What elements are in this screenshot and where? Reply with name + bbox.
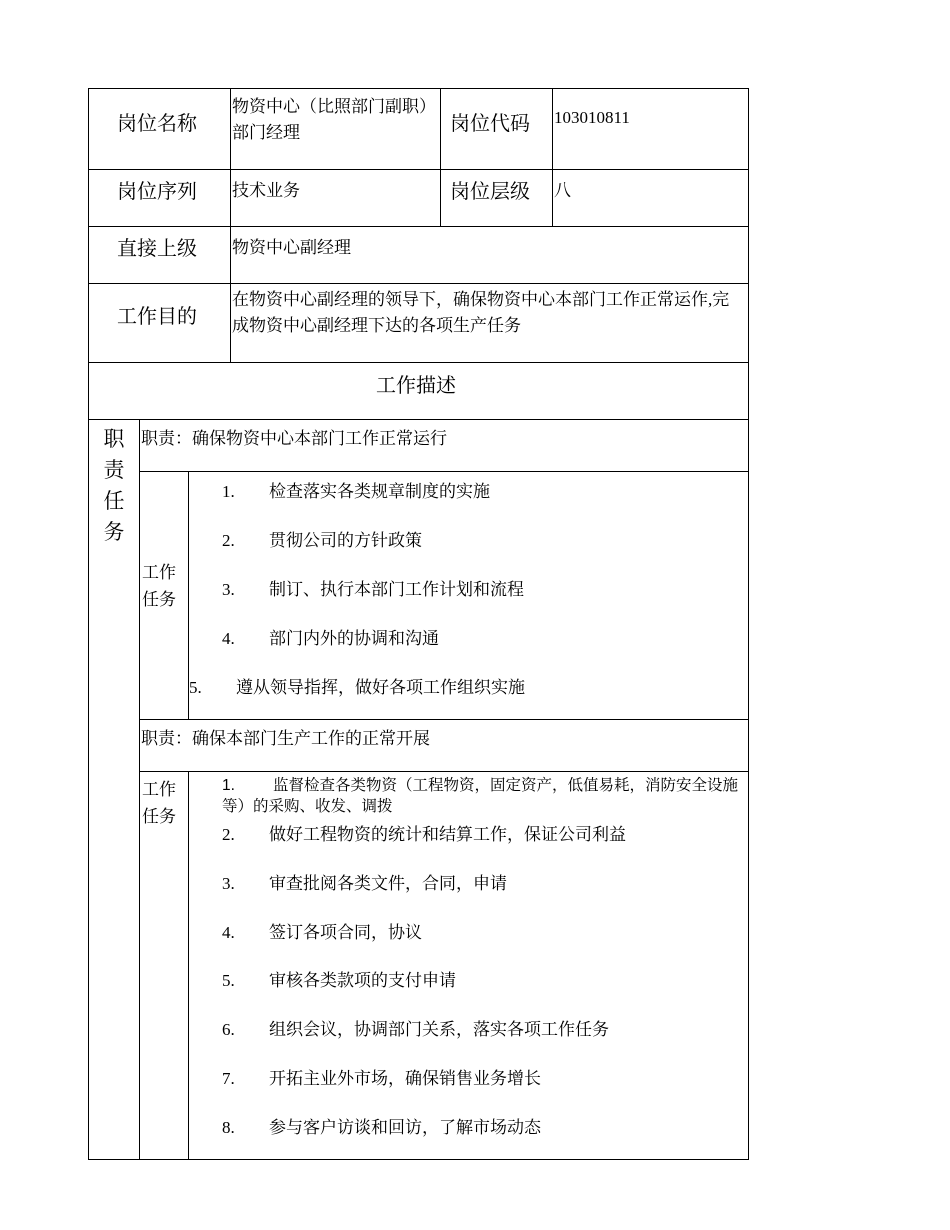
task-item (222, 1113, 541, 1138)
task-number: 1. (222, 482, 235, 501)
task-item (222, 526, 422, 551)
task-label: 工作任务 (142, 780, 176, 826)
task-text: 开拓主业外市场，确保销售业务增长 (269, 1069, 541, 1088)
task-text: 签订各项合同，协议 (269, 923, 422, 942)
task-number: 4. (222, 923, 235, 942)
task-text: 贯彻公司的方针政策 (269, 531, 422, 550)
duty-side-char: 任 (103, 489, 125, 513)
task-number: 3. (222, 874, 235, 893)
task-item (222, 1015, 609, 1040)
post-series-value: 技术业务 (232, 181, 300, 200)
post-level-value: 八 (554, 181, 571, 200)
task-text: 监督检查各类物资（工程物资，固定资产，低值易耗，消防安全设施等）的采购、收发、调拨 (222, 777, 739, 815)
grid-line (188, 771, 189, 1160)
task-number: 3. (222, 580, 235, 599)
task-number: 7. (222, 1069, 235, 1088)
task-text: 做好工程物资的统计和结算工作，保证公司利益 (269, 825, 626, 844)
grid-line (552, 88, 553, 226)
task-number: 2. (222, 825, 235, 844)
post-code-value: 103010811 (554, 108, 630, 127)
duty-side-char: 职 (103, 427, 125, 451)
grid-line (88, 419, 749, 420)
task-text: 审核各类款项的支付申请 (269, 971, 456, 990)
grid-line (139, 471, 749, 472)
grid-line (139, 771, 749, 772)
task-number: 5. (189, 678, 202, 697)
description-title: 工作描述 (376, 375, 456, 397)
task-text: 组织会议，协调部门关系，落实各项工作任务 (269, 1020, 609, 1039)
grid-line (88, 88, 749, 89)
post-level-label: 岗位层级 (450, 181, 530, 203)
task-item (222, 820, 626, 845)
grid-line (88, 362, 749, 363)
superior-value: 物资中心副经理 (232, 238, 351, 257)
duty-side-char: 务 (103, 520, 125, 544)
task-item (222, 869, 507, 894)
task-number: 5. (222, 971, 235, 990)
grid-line (88, 226, 749, 227)
task-item (222, 575, 524, 600)
grid-line (88, 88, 89, 1160)
superior-label: 直接上级 (117, 238, 197, 260)
post-series-label: 岗位序列 (117, 181, 197, 203)
task-item (222, 775, 738, 817)
task-text: 检查落实各类规章制度的实施 (269, 482, 490, 501)
purpose-value: 在物资中心副经理的领导下，确保物资中心本部门工作正常运作,完成物资中心副经理下达的各项生产任务 (232, 290, 730, 335)
task-text: 制订、执行本部门工作计划和流程 (269, 580, 524, 599)
task-number: 4. (222, 629, 235, 648)
duty-title: 职责：确保物资中心本部门工作正常运行 (141, 429, 447, 448)
post-code-label: 岗位代码 (450, 113, 530, 135)
task-item (222, 1064, 541, 1089)
grid-line (139, 419, 140, 1160)
task-text: 参与客户访谈和回访，了解市场动态 (269, 1118, 541, 1137)
task-item (222, 966, 456, 991)
post-name-value: 物资中心（比照部门副职）部门经理 (232, 97, 428, 142)
task-item (189, 673, 525, 698)
task-label: 工作任务 (142, 563, 176, 609)
grid-line (748, 88, 749, 1160)
task-item (222, 918, 422, 943)
task-number: 6. (222, 1020, 235, 1039)
task-text: 部门内外的协调和沟通 (269, 629, 439, 648)
duty-side-label (89, 424, 139, 548)
task-item (222, 624, 439, 649)
duty-side-char: 责 (103, 458, 125, 482)
grid-line (230, 88, 231, 362)
grid-line (440, 88, 441, 226)
task-number: 8. (222, 1118, 235, 1137)
task-item (222, 477, 490, 502)
purpose-label: 工作目的 (117, 306, 197, 328)
grid-line (88, 283, 749, 284)
task-text: 遵从领导指挥，做好各项工作组织实施 (236, 678, 525, 697)
post-name-label: 岗位名称 (117, 113, 197, 135)
grid-line (139, 719, 749, 720)
task-number: 1. (222, 777, 235, 794)
task-number: 2. (222, 531, 235, 550)
task-text: 审查批阅各类文件，合同，申请 (269, 874, 507, 893)
grid-line (88, 169, 749, 170)
duty-title: 职责：确保本部门生产工作的正常开展 (141, 729, 430, 748)
